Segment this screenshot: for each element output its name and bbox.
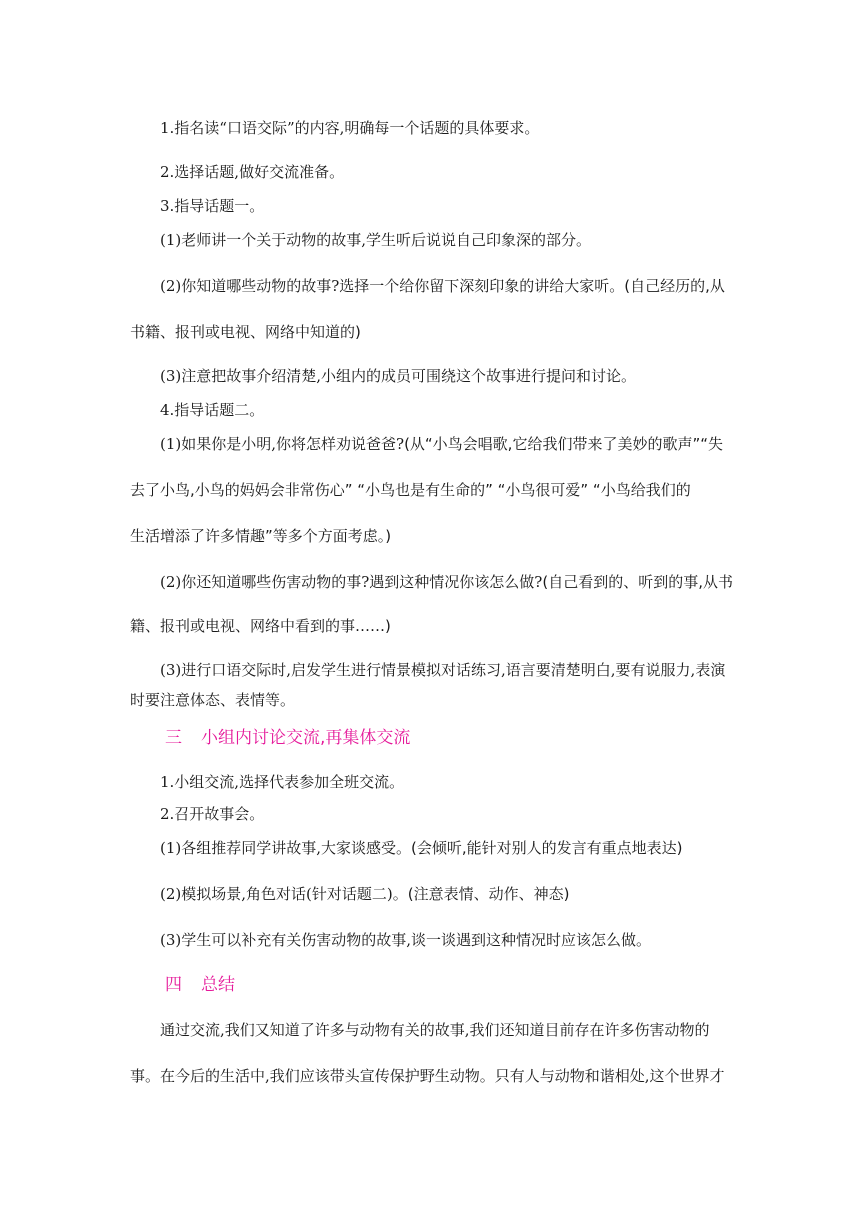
- paragraph-group-1: 1.小组交流,选择代表参加全班交流。: [160, 773, 405, 791]
- section-title: 小组内讨论交流,再集体交流: [201, 728, 411, 748]
- paragraph-topic2-item3-cont: 时要注意体态、表情等。: [130, 691, 296, 709]
- story-item2-text: (2)模拟场景,角色对话(: [160, 885, 312, 903]
- paragraph-step-1: 1.指名读“口语交际”的内容,明确每一个话题的具体要求。: [160, 119, 540, 137]
- paragraph-group-2: 2.召开故事会。: [160, 805, 265, 823]
- section-number: 四: [165, 975, 182, 995]
- paragraph-step-2: 2.选择话题,做好交流准备。: [160, 163, 345, 181]
- paragraph-topic2-item3: (3)进行口语交际时,启发学生进行情景模拟对话练习,语言要清楚明白,要有说服力,表演: [160, 661, 726, 679]
- paragraph-story-item2: [160, 884, 760, 904]
- paragraph-topic2-item1-cont-2: 生活增添了许多情趣”等多个方面考虑。): [130, 527, 392, 545]
- paragraph-story-item3: (3)学生可以补充有关伤害动物的故事,谈一谈遇到这种情况时应该怎么做。: [160, 931, 652, 949]
- paragraph-topic2-item2-cont: 籍、报刊或电视、网络中看到的事……): [130, 617, 391, 635]
- paragraph-topic1-item3: (3)注意把故事介绍清楚,小组内的成员可围绕这个故事进行提问和讨论。: [160, 367, 637, 385]
- paragraph-step-3: 3.指导话题一。: [160, 197, 265, 215]
- section-heading-4: [165, 974, 235, 996]
- topic1-item2-hint: (自己经历的,从: [624, 277, 725, 295]
- paragraph-topic2-item1: [160, 434, 760, 454]
- section-number: 三: [165, 728, 182, 748]
- paragraph-step-4: 4.指导话题二。: [160, 401, 265, 419]
- topic1-item2-question: (2)你知道哪些动物的故事?选择一个给你留下深刻印象的讲给大家听。: [160, 277, 625, 295]
- section-title: 总结: [201, 975, 235, 995]
- section-heading-3: [165, 727, 410, 749]
- topic2-item1-question: (1)如果你是小明,你将怎样劝说爸爸?: [160, 435, 405, 453]
- paragraph-summary-2: 事。在今后的生活中,我们应该带头宣传保护野生动物。只有人与动物和谐相处,这个世界才: [130, 1067, 725, 1085]
- topic2-item1-hint: (从“小鸟会唱歌,它给我们带来了美妙的歌声”“失: [404, 435, 723, 453]
- paragraph-topic2-item2: [160, 572, 760, 592]
- story-item1-text: (1)各组推荐同学讲故事,大家谈感受。: [160, 839, 412, 857]
- story-item2-topic: 针对话题二: [311, 885, 387, 903]
- paragraph-topic1-item1: (1)老师讲一个关于动物的故事,学生听后说说自己印象深的部分。: [160, 231, 592, 249]
- story-item2-hint: (注意表情、动作、神态): [407, 885, 570, 903]
- paragraph-topic1-item2-cont: 书籍、报刊或电视、网络中知道的): [130, 323, 361, 341]
- paragraph-summary-1: 通过交流,我们又知道了许多与动物有关的故事,我们还知道目前存在许多伤害动物的: [160, 1021, 710, 1039]
- story-item2-close: )。: [386, 885, 408, 903]
- topic2-item2-hint: (自己看到的、听到的事,从书: [542, 573, 733, 591]
- story-item1-hint: (会倾听,能针对别人的发言有重点地表达): [411, 839, 683, 857]
- topic2-item2-question: (2)你还知道哪些伤害动物的事?遇到这种情况你该怎么做?: [160, 573, 543, 591]
- paragraph-topic2-item1-cont-1: 去了小鸟,小鸟的妈妈会非常伤心” “小鸟也是有生命的” “小鸟很可爱” “小鸟给我们的: [130, 481, 691, 499]
- paragraph-story-item1: [160, 838, 760, 858]
- paragraph-topic1-item2: [160, 276, 760, 296]
